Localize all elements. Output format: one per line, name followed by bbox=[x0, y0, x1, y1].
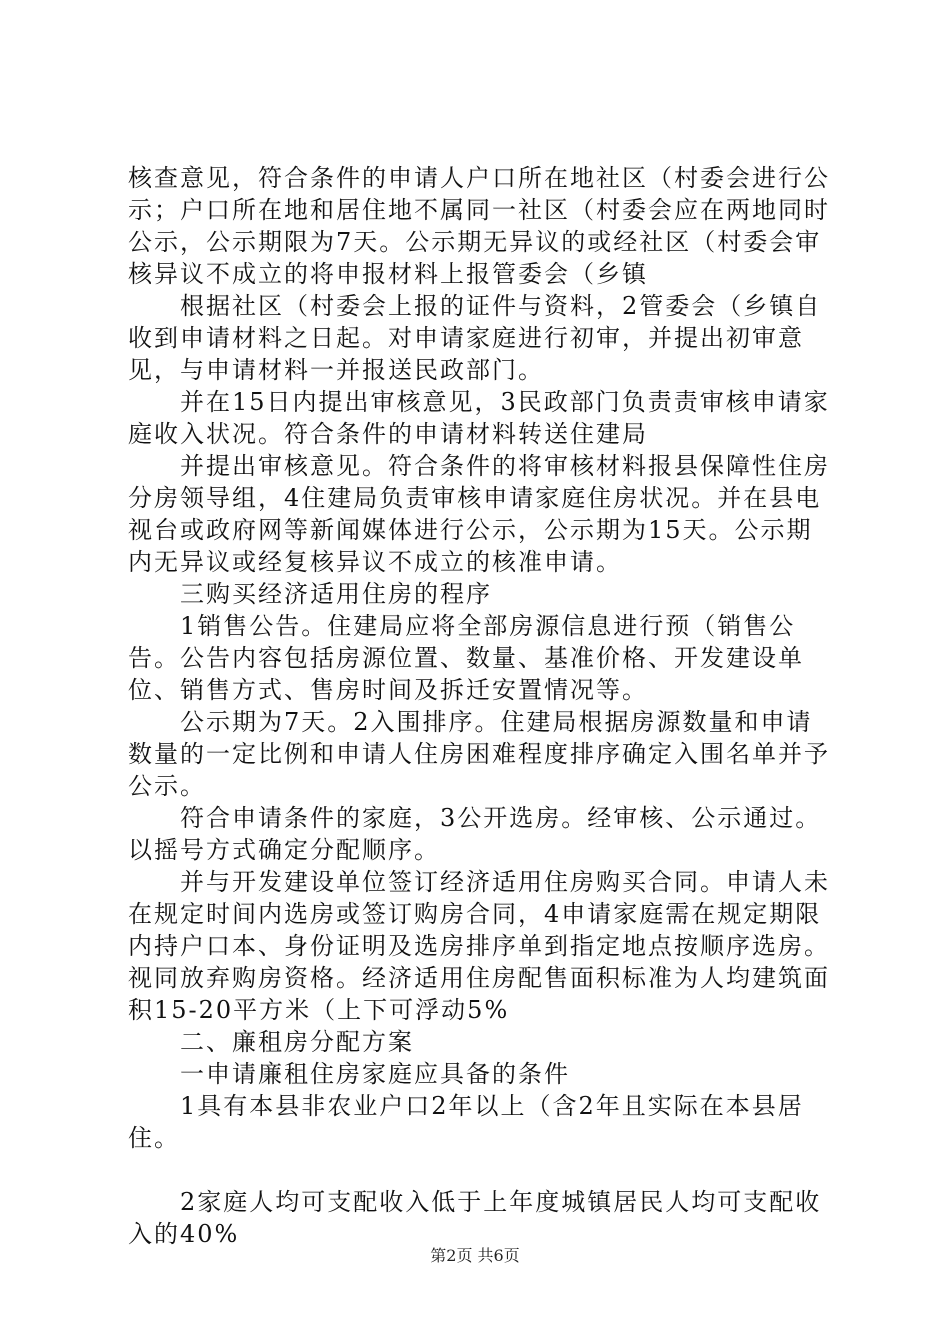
document-body bbox=[128, 162, 836, 1250]
blank-line bbox=[128, 1154, 836, 1186]
paragraph-3: 并在15日内提出审核意见，3民政部门负责责审核申请家庭收入状况。符合条件的申请材料转送住建局 bbox=[128, 388, 830, 448]
section-heading-low-rent: 二、廉租房分配方案 bbox=[180, 1028, 414, 1056]
paragraph-12: 1具有本县非农业户口2年以上（含2年且实际在本县居住。 bbox=[128, 1092, 804, 1152]
paragraph-8: 符合申请条件的家庭，3公开选房。经审核、公示通过。以摇号方式确定分配顺序。 bbox=[128, 804, 822, 864]
paragraph-7: 公示期为7天。2入围排序。住建局根据房源数量和申请数量的一定比例和申请人住房困难程度排序确定入围名单并予公示。 bbox=[128, 708, 830, 800]
paragraph-2: 根据社区（村委会上报的证件与资料，2管委会（乡镇自收到申请材料之日起。对申请家庭进行初审，并提出初审意见，与申请材料一并报送民政部门。 bbox=[128, 292, 822, 384]
section-heading-purchase-procedure: 三购买经济适用住房的程序 bbox=[180, 580, 492, 608]
paragraph-9: 并与开发建设单位签订经济适用住房购买合同。申请人未在规定时间内选房或签订购房合同，4申请家庭需在规定期限内持户口本、身份证明及选房排序单到指定地点按顺序选房。视同放弃购房资格。经济适用住房配售面积标准为人均建筑面积15-20平方米（上下可浮动5% bbox=[128, 868, 830, 1024]
paragraph-13: 2家庭人均可支配收入低于上年度城镇居民人均可支配收入的40% bbox=[128, 1188, 822, 1248]
paragraph-4: 并提出审核意见。符合条件的将审核材料报县保障性住房分房领导组，4住建局负责审核申请家庭住房状况。并在县电视台或政府网等新闻媒体进行公示，公示期为15天。公示期内无异议或经复核异议不成立的核准申请。 bbox=[128, 452, 830, 576]
paragraph-6: 1销售公告。住建局应将全部房源信息进行预（销售公告。公告内容包括房源位置、数量、基准价格、开发建设单位、销售方式、售房时间及拆迁安置情况等。 bbox=[128, 612, 804, 704]
paragraph-1: 核查意见，符合条件的申请人户口所在地社区（村委会进行公示；户口所在地和居住地不属同一社区（村委会应在两地同时公示，公示期限为7天。公示期无异议的或经社区（村委会审核异议不成立的将申报材料上报管委会（乡镇 bbox=[128, 164, 830, 288]
page-footer: 第2页 共6页 bbox=[430, 1246, 520, 1265]
section-heading-conditions: 一申请廉租住房家庭应具备的条件 bbox=[180, 1060, 570, 1088]
